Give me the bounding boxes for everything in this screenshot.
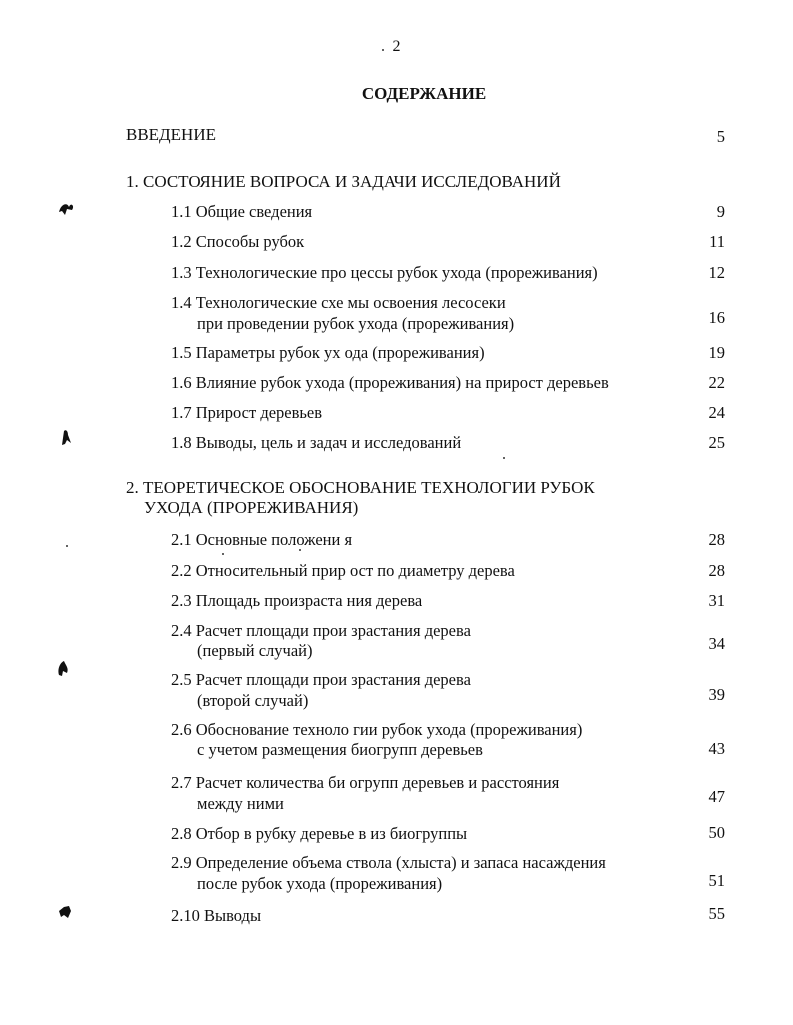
toc-entry-page: 28 (708, 530, 725, 549)
toc-entry: 1.3 Технологические про цессы рубок ухода (прореживания) (171, 263, 598, 282)
toc-entry-page: 39 (708, 685, 725, 704)
page-number: 2 (392, 38, 401, 55)
toc-entry: 2.8 Отбор в рубку деревье в из биогруппы (171, 824, 468, 843)
toc-entry-page: 51 (708, 871, 725, 890)
toc-entry-continuation: (второй случай) (197, 691, 309, 710)
toc-entry-page: 25 (708, 433, 725, 452)
chapter-1-title: 1. СОСТОЯНИЕ ВОПРОСА И ЗАДАЧИ ИССЛЕДОВАНИЙ (126, 172, 561, 191)
toc-entry-page: 55 (708, 904, 725, 923)
ink-blot-icon (54, 658, 72, 678)
toc-entry-continuation: при проведении рубок ухода (прореживания) (197, 314, 515, 333)
toc-entry: 2.4 Расчет площади прои зрастания дерева (171, 621, 471, 640)
toc-entry: 2.10 Выводы (171, 906, 262, 925)
toc-entry-page: 9 (716, 202, 725, 221)
speck (503, 457, 505, 459)
ink-blot-icon (56, 903, 74, 921)
toc-intro-page: 5 (716, 127, 725, 146)
toc-entry-page: 19 (708, 343, 725, 362)
toc-entry-page: 16 (708, 308, 725, 327)
toc-entry-page: 31 (708, 591, 725, 610)
ink-blot-icon (56, 427, 74, 447)
toc-entry: 2.6 Обоснование техноло гии рубок ухода (прореживания) (171, 720, 583, 739)
toc-entry: 2.5 Расчет площади прои зрастания дерева (171, 670, 471, 689)
page-title: СОДЕРЖАНИЕ (361, 84, 487, 103)
toc-entry: 2.3 Площадь произраста ния дерева (171, 591, 423, 610)
toc-entry: 1.1 Общие сведения (171, 202, 313, 221)
toc-entry: 1.6 Влияние рубок ухода (прореживания) на прирост деревьев (171, 373, 609, 392)
toc-entry-page: 50 (708, 823, 725, 842)
speck (382, 49, 384, 51)
toc-entry: 2.1 Основные положени я (171, 530, 353, 549)
toc-entry-continuation: с учетом размещения биогрупп деревьев (197, 740, 483, 759)
toc-entry-continuation: после рубок ухода (прореживания) (197, 874, 443, 893)
toc-entry: 2.7 Расчет количества би огрупп деревьев и расстояния (171, 773, 560, 792)
speck (299, 549, 301, 551)
speck (222, 553, 224, 555)
toc-entry-page: 34 (708, 634, 725, 653)
toc-entry-page: 47 (708, 787, 725, 806)
toc-entry: 2.9 Определение объема ствола (хлыста) и запаса насаждения (171, 853, 606, 872)
speck (66, 545, 68, 547)
ink-blot-icon (55, 198, 77, 218)
toc-entry: 2.2 Относительный прир ост по диаметру дерева (171, 561, 515, 580)
chapter-2-title: 2. ТЕОРЕТИЧЕСКОЕ ОБОСНОВАНИЕ ТЕХНОЛОГИИ РУБОК (126, 478, 595, 497)
toc-entry: 1.8 Выводы, цель и задач и исследований (171, 433, 462, 452)
toc-entry: 1.5 Параметры рубок ух ода (прореживания) (171, 343, 485, 362)
toc-entry-page: 28 (708, 561, 725, 580)
toc-entry-page: 11 (709, 232, 725, 251)
toc-entry-page: 22 (708, 373, 725, 392)
chapter-2-title-continuation: УХОДА (ПРОРЕЖИВАНИЯ) (144, 498, 359, 517)
toc-entry: 1.4 Технологические схе мы освоения лесосеки (171, 293, 506, 312)
toc-entry-page: 12 (708, 263, 725, 282)
toc-entry-page: 24 (708, 403, 725, 422)
toc-entry-continuation: между ними (197, 794, 284, 813)
toc-entry-continuation: (первый случай) (197, 641, 313, 660)
toc-entry: 1.2 Способы рубок (171, 232, 305, 251)
toc-intro-label: ВВЕДЕНИЕ (126, 125, 216, 144)
toc-entry: 1.7 Прирост деревьев (171, 403, 323, 422)
toc-entry-page: 43 (708, 739, 725, 758)
